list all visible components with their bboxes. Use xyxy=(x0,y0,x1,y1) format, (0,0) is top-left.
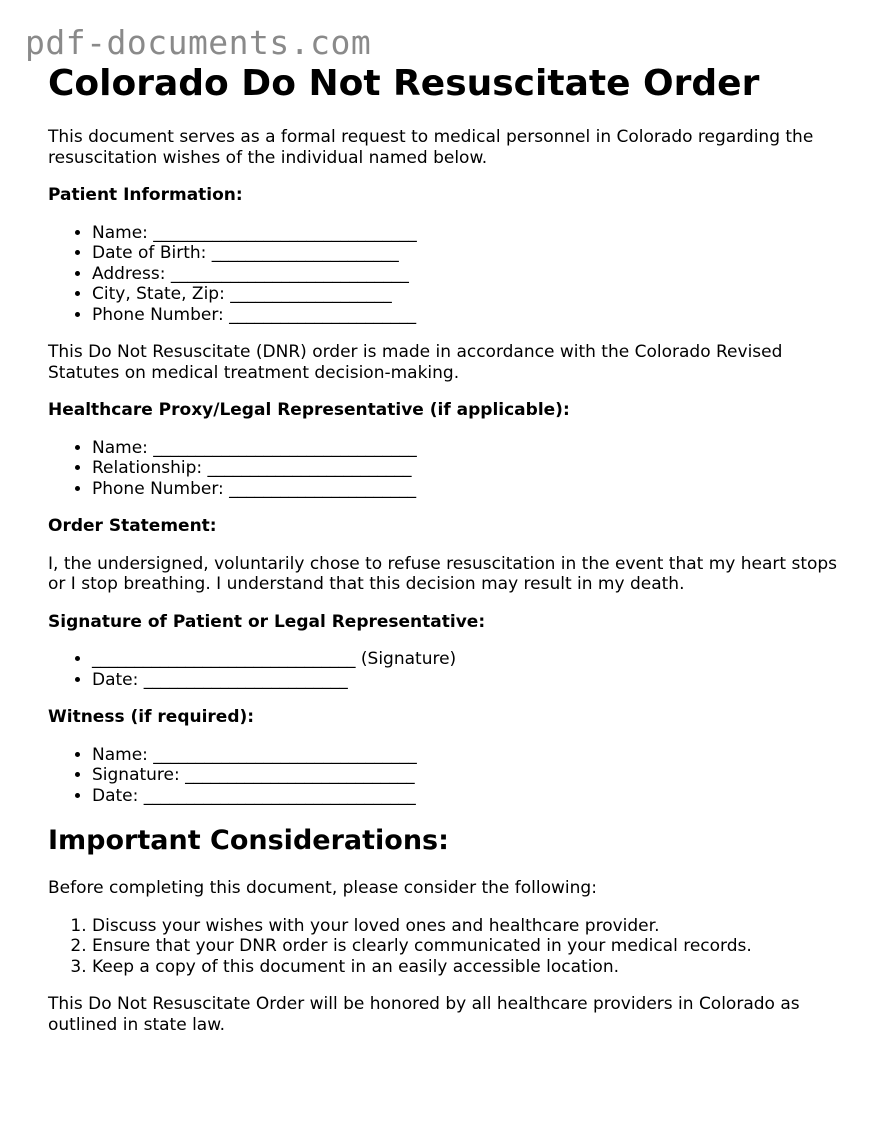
patient-name-field[interactable]: • Name: _______________________________ xyxy=(92,223,848,244)
proxy-phone-field[interactable]: • Phone Number: ______________________ xyxy=(92,479,848,500)
closing-paragraph: This Do Not Resuscitate Order will be honored by all healthcare providers in Colorado as outlined in state law. xyxy=(48,994,800,1035)
intro-paragraph: This document serves as a formal request to medical personnel in Colorado regarding the resuscitation wishes of the individual named below. xyxy=(48,127,814,168)
considerations-heading: Important Considerations: xyxy=(48,825,449,856)
watermark: pdf-documents.com xyxy=(25,23,372,62)
patient-phone-field[interactable]: • Phone Number: ______________________ xyxy=(92,305,848,326)
document-page xyxy=(48,62,848,1035)
witness-date-field[interactable]: • Date: ________________________________ xyxy=(92,786,848,807)
patient-info-heading: Patient Information: xyxy=(48,185,243,205)
proxy-relationship-field[interactable]: • Relationship: ________________________ xyxy=(92,458,848,479)
order-statement-text: I, the undersigned, voluntarily chose to refuse resuscitation in the event that my heart stops or I stop breathing. I understand that this decision may result in my death. xyxy=(48,553,838,594)
witness-name-field[interactable]: • Name: _______________________________ xyxy=(92,745,848,766)
patient-city-state-zip-field[interactable]: • City, State, Zip: ___________________ xyxy=(92,284,848,305)
patient-dob-field[interactable]: • Date of Birth: ______________________ xyxy=(92,243,848,264)
consideration-item: 3. Keep a copy of this document in an easily accessible location. xyxy=(92,957,848,978)
patient-info-list xyxy=(48,223,848,326)
document-title: Colorado Do Not Resuscitate Order xyxy=(48,63,760,104)
signature-field[interactable]: • _______________________________ (Signature) xyxy=(92,649,848,670)
signature-list xyxy=(48,649,848,690)
witness-signature-field[interactable]: • Signature: ___________________________ xyxy=(92,765,848,786)
witness-heading: Witness (if required): xyxy=(48,707,255,727)
consideration-item: 1. Discuss your wishes with your loved ones and healthcare provider. xyxy=(92,916,848,937)
witness-list xyxy=(48,745,848,807)
proxy-heading: Healthcare Proxy/Legal Representative (if applicable): xyxy=(48,400,570,420)
patient-address-field[interactable]: • Address: ____________________________ xyxy=(92,264,848,285)
statute-paragraph: This Do Not Resuscitate (DNR) order is made in accordance with the Colorado Revised Statutes on medical treatment decision-making. xyxy=(48,342,783,383)
considerations-list xyxy=(48,916,848,978)
considerations-intro: Before completing this document, please consider the following: xyxy=(48,878,597,898)
proxy-name-field[interactable]: • Name: _______________________________ xyxy=(92,438,848,459)
consideration-item: 2. Ensure that your DNR order is clearly communicated in your medical records. xyxy=(92,936,848,957)
signature-heading: Signature of Patient or Legal Representative: xyxy=(48,611,486,632)
order-statement-heading: Order Statement: xyxy=(48,516,217,536)
proxy-list xyxy=(48,438,848,500)
signature-date-field[interactable]: • Date: ________________________ xyxy=(92,670,848,691)
